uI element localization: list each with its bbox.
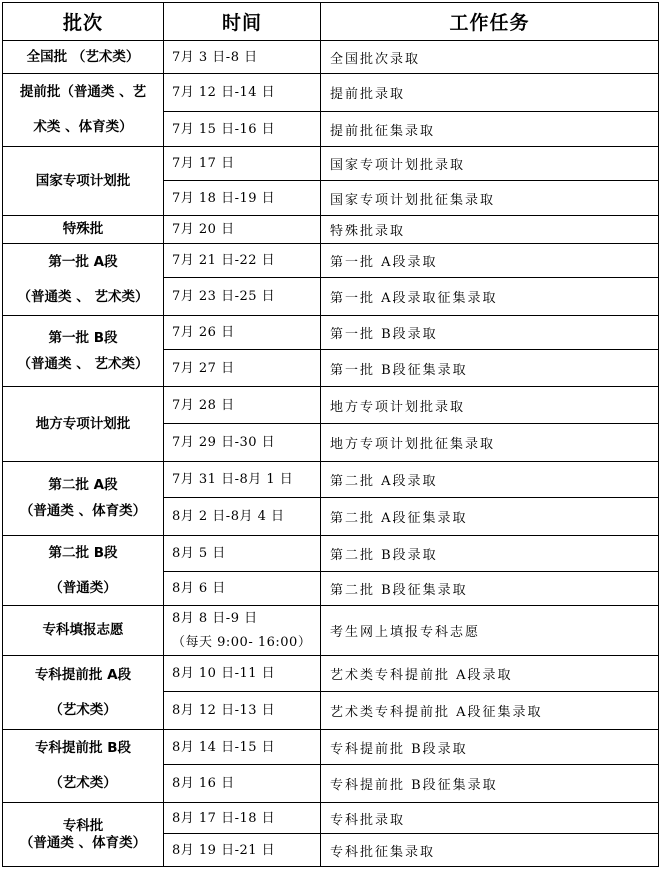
- batch-label: 专科批: [62, 817, 104, 834]
- batch-label: 专科填报志愿: [42, 622, 124, 638]
- time-cell: [164, 424, 321, 462]
- task-cell: 艺术类专科提前批 A段征集录取: [321, 692, 659, 730]
- schedule-body: [3, 41, 659, 867]
- time-value: 8月 12 日-13 日: [172, 703, 276, 718]
- batch-cell: [3, 41, 164, 74]
- time-cell: [164, 350, 321, 387]
- time-cell: [164, 834, 321, 867]
- time-cell: [164, 41, 321, 74]
- table-row: [3, 41, 659, 74]
- table-row: [3, 656, 659, 692]
- time-cell: [164, 316, 321, 350]
- table-row: [3, 244, 659, 278]
- task-cell: 全国批次录取: [321, 41, 659, 74]
- table-row: [3, 462, 659, 498]
- batch-cell: [3, 387, 164, 462]
- time-cell: [164, 765, 321, 803]
- table-row: [3, 74, 659, 112]
- task-cell: 第二批 B段录取: [321, 536, 659, 572]
- time-value: 8月 14 日-15 日: [172, 739, 276, 755]
- time-cell: [164, 74, 321, 112]
- time-cell: [164, 572, 321, 606]
- task-cell: 第二批 A段录取: [321, 462, 659, 498]
- schedule-table: [2, 2, 659, 867]
- time-value: 8月 16 日: [172, 776, 235, 791]
- time-cell: [164, 278, 321, 316]
- task-cell: 国家专项计划批录取: [321, 147, 659, 181]
- task-cell: 第二批 B段征集录取: [321, 572, 659, 606]
- batch-label: （艺术类）: [49, 775, 117, 791]
- time-value: 8月 10 日-11 日: [172, 666, 276, 681]
- header-batch: 批次: [3, 3, 164, 41]
- time-value: 7月 28 日: [172, 397, 235, 413]
- admission-schedule: [2, 2, 659, 867]
- table-row: [3, 387, 659, 424]
- batch-label: （普通类）: [49, 579, 117, 596]
- batch-cell: [3, 606, 164, 656]
- batch-label: 国家专项计划批: [35, 172, 131, 189]
- batch-label: （普通类 、 艺术类）: [17, 288, 149, 305]
- batch-label: 第一批 B段: [48, 329, 118, 346]
- time-value: 7月 20 日: [172, 222, 235, 237]
- task-cell: 第一批 A段录取征集录取: [321, 278, 659, 316]
- batch-cell: [3, 803, 164, 867]
- header-row: [3, 3, 659, 41]
- time-value: 8月 6 日: [172, 581, 226, 596]
- task-cell: 考生网上填报专科志愿: [321, 606, 659, 656]
- time-cell: [164, 462, 321, 498]
- batch-label: 全国批 （艺术类）: [26, 48, 140, 65]
- batch-label: 第二批 B段: [48, 544, 118, 561]
- batch-cell: [3, 536, 164, 606]
- batch-label: （普通类 、体育类）: [19, 503, 147, 519]
- batch-label: （艺术类）: [49, 701, 117, 718]
- time-cell: [164, 387, 321, 424]
- batch-label: 专科提前批 B段: [35, 740, 131, 756]
- task-cell: 地方专项计划批录取: [321, 387, 659, 424]
- time-cell: [164, 606, 321, 656]
- table-row: [3, 536, 659, 572]
- batch-label: 术类 、体育类）: [33, 119, 133, 135]
- batch-cell: [3, 462, 164, 536]
- task-cell: 提前批录取: [321, 74, 659, 112]
- time-value: 7月 31 日-8月 1 日: [172, 472, 294, 487]
- task-cell: 专科提前批 B段录取: [321, 730, 659, 765]
- task-cell: 专科提前批 B段征集录取: [321, 765, 659, 803]
- table-row: [3, 730, 659, 765]
- time-value: 7月 27 日: [172, 360, 235, 376]
- batch-cell: [3, 74, 164, 147]
- time-cell: [164, 803, 321, 834]
- table-row: [3, 316, 659, 350]
- time-value: 7月 26 日: [172, 325, 235, 340]
- batch-cell: [3, 216, 164, 244]
- batch-label: （普通类 、 艺术类）: [17, 355, 149, 372]
- batch-cell: [3, 656, 164, 730]
- task-cell: 第一批 B段征集录取: [321, 350, 659, 387]
- batch-cell: [3, 730, 164, 803]
- time-value: 8月 8 日-9 日: [172, 611, 258, 626]
- table-row: [3, 147, 659, 181]
- time-cell: [164, 147, 321, 181]
- time-value: 8月 2 日-8月 4 日: [172, 509, 285, 524]
- table-row: [3, 216, 659, 244]
- time-value: 8月 17 日-18 日: [172, 810, 276, 826]
- time-cell: [164, 112, 321, 147]
- time-cell: [164, 692, 321, 730]
- task-cell: 国家专项计划批征集录取: [321, 181, 659, 216]
- task-cell: 艺术类专科提前批 A段录取: [321, 656, 659, 692]
- table-row: [3, 803, 659, 834]
- batch-label: 提前批（普通类 、艺: [19, 84, 147, 100]
- time-value: 7月 29 日-30 日: [172, 435, 276, 450]
- table-row: [3, 606, 659, 656]
- time-value: 7月 3 日-8 日: [172, 49, 258, 65]
- task-cell: 特殊批录取: [321, 216, 659, 244]
- batch-cell: [3, 147, 164, 216]
- time-value: 7月 12 日-14 日: [172, 85, 276, 100]
- task-cell: 第一批 A段录取: [321, 244, 659, 278]
- task-cell: 地方专项计划批征集录取: [321, 424, 659, 462]
- time-value: （每天 9:00- 16:00）: [172, 635, 312, 650]
- time-cell: [164, 181, 321, 216]
- batch-label: 第一批 A段: [48, 253, 118, 270]
- task-cell: 专科批征集录取: [321, 834, 659, 867]
- task-cell: 提前批征集录取: [321, 112, 659, 147]
- time-value: 7月 21 日-22 日: [172, 253, 276, 268]
- time-value: 8月 5 日: [172, 546, 226, 561]
- time-value: 7月 18 日-19 日: [172, 190, 276, 206]
- time-cell: [164, 244, 321, 278]
- time-cell: [164, 216, 321, 244]
- time-cell: [164, 730, 321, 765]
- time-value: 7月 23 日-25 日: [172, 289, 276, 304]
- task-cell: 第二批 A段征集录取: [321, 498, 659, 536]
- time-value: 7月 15 日-16 日: [172, 121, 276, 137]
- header-task: 工作任务: [321, 3, 659, 41]
- batch-label: （普通类 、体育类）: [19, 834, 147, 851]
- time-cell: [164, 656, 321, 692]
- task-cell: 专科批录取: [321, 803, 659, 834]
- time-cell: [164, 536, 321, 572]
- task-cell: 第一批 B段录取: [321, 316, 659, 350]
- time-value: 8月 19 日-21 日: [172, 842, 276, 858]
- time-value: 7月 17 日: [172, 156, 235, 171]
- batch-label: 地方专项计划批: [35, 415, 131, 432]
- batch-cell: [3, 244, 164, 316]
- time-cell: [164, 498, 321, 536]
- batch-label: 特殊批: [62, 221, 104, 237]
- batch-label: 专科提前批 A段: [34, 666, 132, 683]
- header-time: 时间: [164, 3, 321, 41]
- batch-cell: [3, 316, 164, 387]
- batch-label: 第二批 A段: [48, 477, 118, 493]
